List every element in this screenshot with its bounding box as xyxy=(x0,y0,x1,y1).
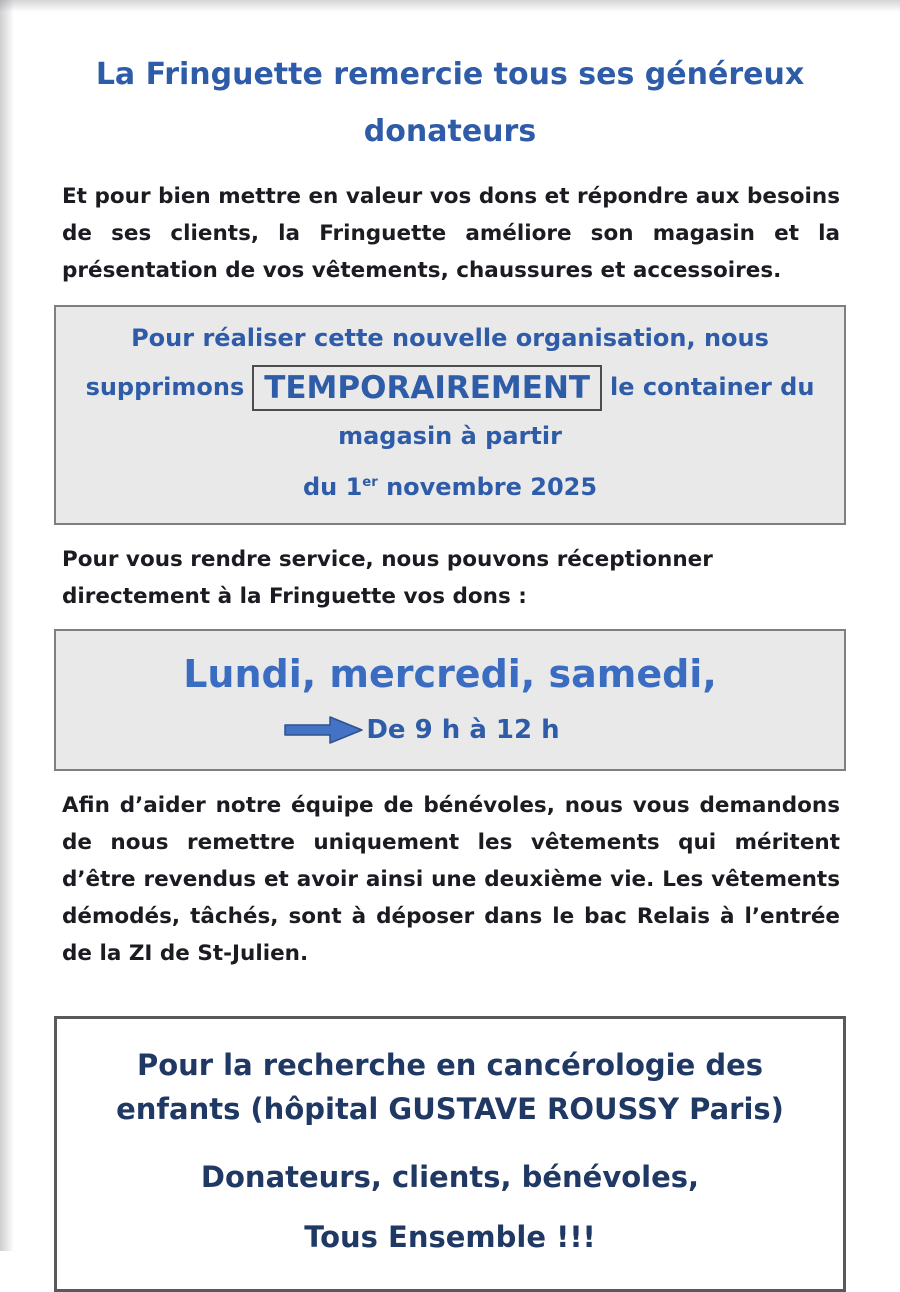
notice-line-2-after: le container du xyxy=(610,373,815,401)
title-line-1: La Fringuette remercie tous ses généreux xyxy=(95,57,805,92)
charity-line-3: Donateurs, clients, bénévoles, xyxy=(200,1160,700,1194)
page-title xyxy=(54,46,846,160)
notice-date xyxy=(66,459,834,511)
schedule-hours-row xyxy=(28,715,816,745)
charity-line-4: Tous Ensemble !!! xyxy=(304,1220,596,1254)
intro-paragraph: Et pour bien mettre en valeur vos dons et répondre aux besoins de ses clients, la Fringuette améliore son magasin et la présentation de vos vêtements, chaussures et accessoires. xyxy=(62,184,840,283)
right-arrow-icon xyxy=(284,715,364,745)
service-paragraph: Pour vous rendre service, nous pouvons réceptionner directement à la Fringuette vos dons : xyxy=(62,547,713,609)
schedule-days: Lundi, mercredi, samedi, xyxy=(183,652,717,696)
notice-date-superscript: er xyxy=(362,475,378,490)
notice-line-3: magasin à partir xyxy=(338,422,562,450)
notice-date-after: novembre 2025 xyxy=(377,473,598,501)
notice-line-1: Pour réaliser cette nouvelle organisation, nous xyxy=(131,324,769,352)
charity-line-1: Pour la recherche en cancérologie des xyxy=(136,1048,764,1082)
notice-line-2-before: supprimons xyxy=(85,373,245,401)
schedule-panel xyxy=(54,629,846,771)
charity-line-2: enfants (hôpital GUSTAVE ROUSSY Paris) xyxy=(116,1092,784,1126)
schedule-hours: De 9 h à 12 h xyxy=(366,715,560,745)
notice-date-before: du 1 xyxy=(302,473,363,501)
temporairement-highlight-box: TEMPORAIREMENT xyxy=(252,365,602,411)
notice-line-2 xyxy=(66,361,834,413)
title-line-2: donateurs xyxy=(363,114,537,149)
notice-panel xyxy=(54,305,846,525)
quality-paragraph: Afin d’aider notre équipe de bénévoles, nous vous demandons de nous remettre uniquement les vêtements qui méritent d’être revendus et avoir ainsi une deuxième vie. Les vêtements démodés, tâchés, sont à déposer dans le bac Relais à l’entrée de la ZI de St-Julien. xyxy=(62,793,840,966)
